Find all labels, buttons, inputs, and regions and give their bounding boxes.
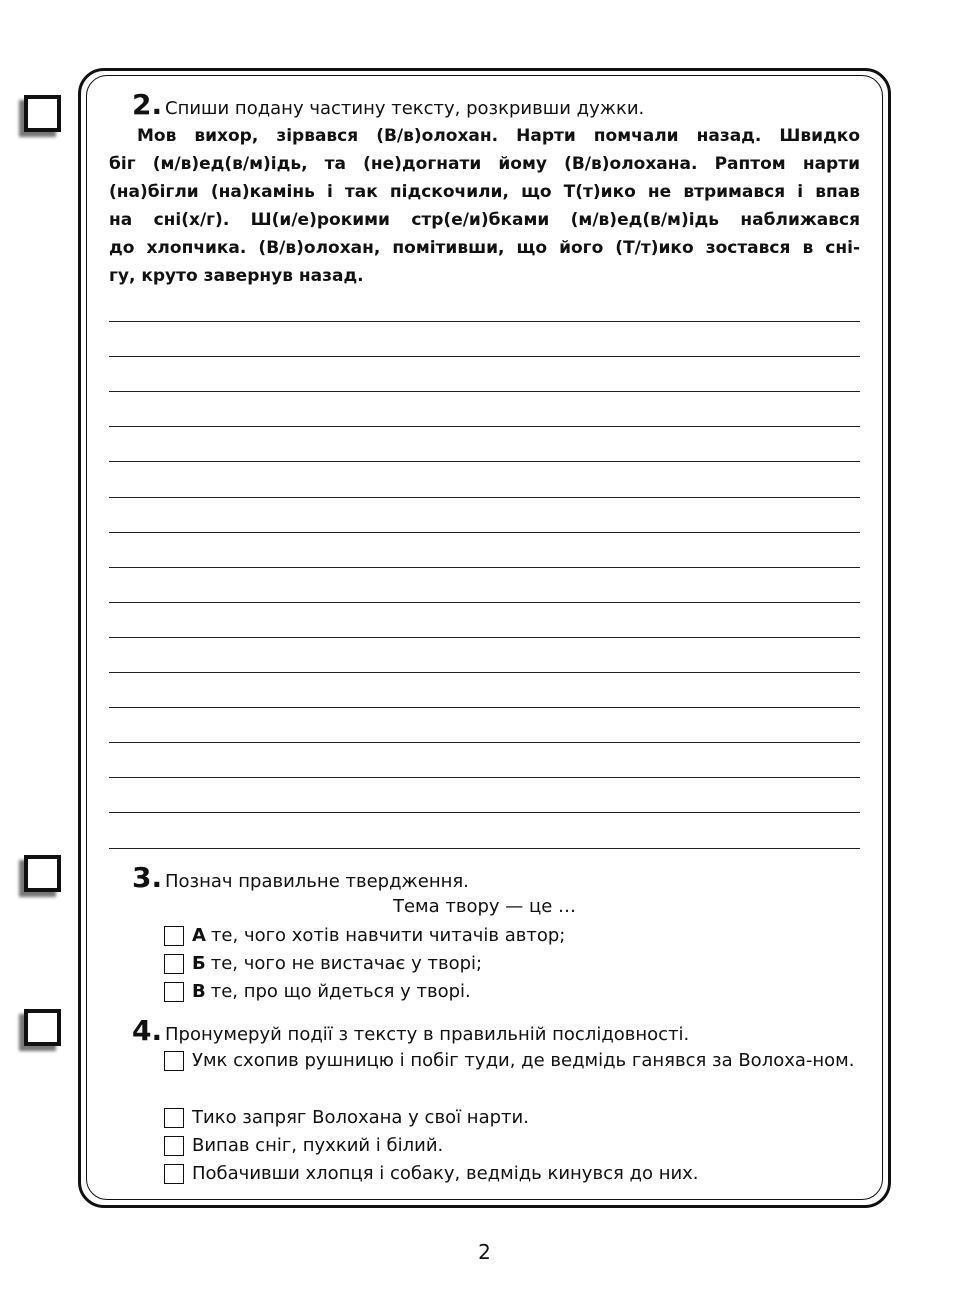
task-3-option-c [164,978,471,1006]
task-2-text-line: до хлопчика. (В/в)олохан, помітивши, що його (Т/т)ико зостався в сні- [109,238,860,258]
task-4-header [132,1014,689,1046]
task-2-number: 2. [132,88,163,121]
option-c-checkbox[interactable] [164,982,184,1002]
writing-line [109,848,860,849]
task-2-text [109,122,860,290]
task-3-option-a [164,922,565,950]
option-letter: А [192,925,206,946]
task-2-instruction: Спиши подану частину тексту, розкривши дужки. [165,98,645,119]
event-text: Тико запряг Волохана у свої нарти. [192,1107,529,1128]
event-1-order-box[interactable] [164,1051,184,1071]
writing-line [109,602,860,603]
option-letter: В [192,981,206,1002]
event-4-order-box[interactable] [164,1164,184,1184]
writing-line [109,391,860,392]
task-2-text-line: на сні(х/г). Ш(и/е)рокими стр(е/и)бками (м/в)ед(в/м)ідь наближався [109,210,860,230]
score-box-task-3[interactable] [24,855,61,892]
writing-line [109,321,860,322]
writing-line [109,461,860,462]
option-b-checkbox[interactable] [164,954,184,974]
task-4-number: 4. [132,1014,163,1047]
task-3-option-b [164,950,482,978]
task-2-text-line: біг (м/в)ед(в/м)ідь, та (не)догнати йому (В/в)олохана. Раптом нарти [109,154,860,174]
event-text: Побачивши хлопця і собаку, ведмідь кинувся до них. [192,1163,699,1184]
task-3-instruction: Познач правильне твердження. [165,871,469,892]
task-4-event-1 [164,1047,864,1075]
event-3-order-box[interactable] [164,1136,184,1156]
task-4-instruction: Пронумеруй події з тексту в правильній послідовності. [165,1024,690,1045]
event-2-order-box[interactable] [164,1108,184,1128]
task-3-number: 3. [132,861,163,894]
score-box-task-4[interactable] [24,1009,61,1046]
writing-line [109,777,860,778]
writing-line [109,356,860,357]
page-number: 2 [478,1240,491,1264]
score-box-task-2[interactable] [24,95,61,132]
event-text: Випав сніг, пухкий і білий. [192,1135,444,1156]
task-2-text-line: (на)бігли (на)камінь і так підскочили, що Т(т)ико не втримався і впав [109,182,860,202]
task-2-text-line: гу, круто завернув назад. [109,266,364,286]
option-text: те, чого не вистачає у творі; [210,953,483,974]
option-a-checkbox[interactable] [164,926,184,946]
writing-line [109,812,860,813]
task-4-event-2 [164,1104,864,1132]
task-2-header [132,88,644,120]
event-text: Умк схопив рушницю і побіг туди, де ведмідь ганявся за Волоха-ном. [192,1050,855,1071]
task-4-event-4 [164,1160,864,1188]
writing-line [109,707,860,708]
writing-line [109,497,860,498]
option-letter: Б [192,953,206,974]
writing-line [109,637,860,638]
writing-line [109,532,860,533]
option-text: те, про що йдеться у творі. [210,981,471,1002]
writing-line [109,567,860,568]
writing-line [109,672,860,673]
task-3-stem: Тема твору — це … [392,896,577,917]
option-text: те, чого хотів навчити читачів автор; [210,925,566,946]
writing-line [109,426,860,427]
task-4-event-3 [164,1132,864,1160]
writing-line [109,742,860,743]
task-2-text-line: Мов вихор, зірвався (В/в)олохан. Нарти помчали назад. Швидко [137,126,860,146]
task-3-header [132,861,469,893]
